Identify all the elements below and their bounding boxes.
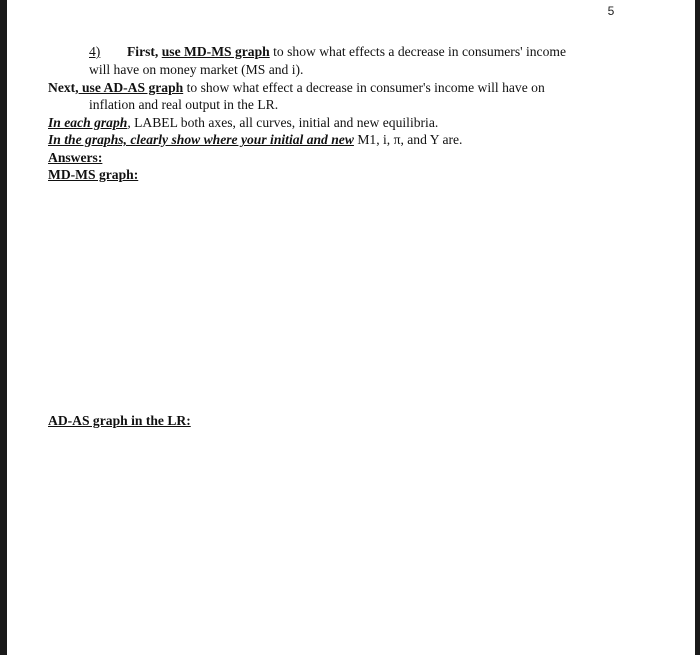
line1-text: to show what effects a decrease in consumers' income [269, 44, 566, 59]
line3-text: to show what effect a decrease in consumer's income will have on [183, 80, 545, 95]
page-number: 5 [607, 4, 615, 18]
clearly-show-emphasis: In the graphs, clearly show where your initial and new [48, 132, 354, 147]
each-graph-emphasis: In each graph [48, 115, 128, 130]
ad-as-instruction: use AD-AS graph [78, 80, 184, 95]
question-number: 4) [89, 44, 101, 59]
md-ms-graph-label: MD-MS graph: [48, 167, 139, 182]
ad-as-answer-area[interactable] [48, 432, 648, 642]
left-border [0, 0, 7, 655]
question-line-4: inflation and real output in the LR. [89, 97, 279, 112]
ad-as-graph-label: AD-AS graph in the LR: [48, 413, 191, 428]
first-label: First, [127, 44, 162, 59]
right-border [695, 0, 700, 655]
question-line-5 [48, 114, 438, 131]
md-ms-answer-area[interactable] [48, 186, 648, 406]
question-line-1 [89, 43, 566, 60]
line5-text: , LABEL both axes, all curves, initial and new equilibria. [127, 115, 439, 130]
answers-label: Answers: [48, 150, 103, 165]
next-label: Next, [48, 80, 79, 95]
question-line-6 [48, 131, 462, 148]
question-line-3 [48, 79, 545, 96]
question-line-2: will have on money market (MS and i). [89, 62, 304, 77]
md-ms-instruction: use MD-MS graph [161, 44, 270, 59]
line6-text: M1, i, π, and Y are. [353, 132, 463, 147]
